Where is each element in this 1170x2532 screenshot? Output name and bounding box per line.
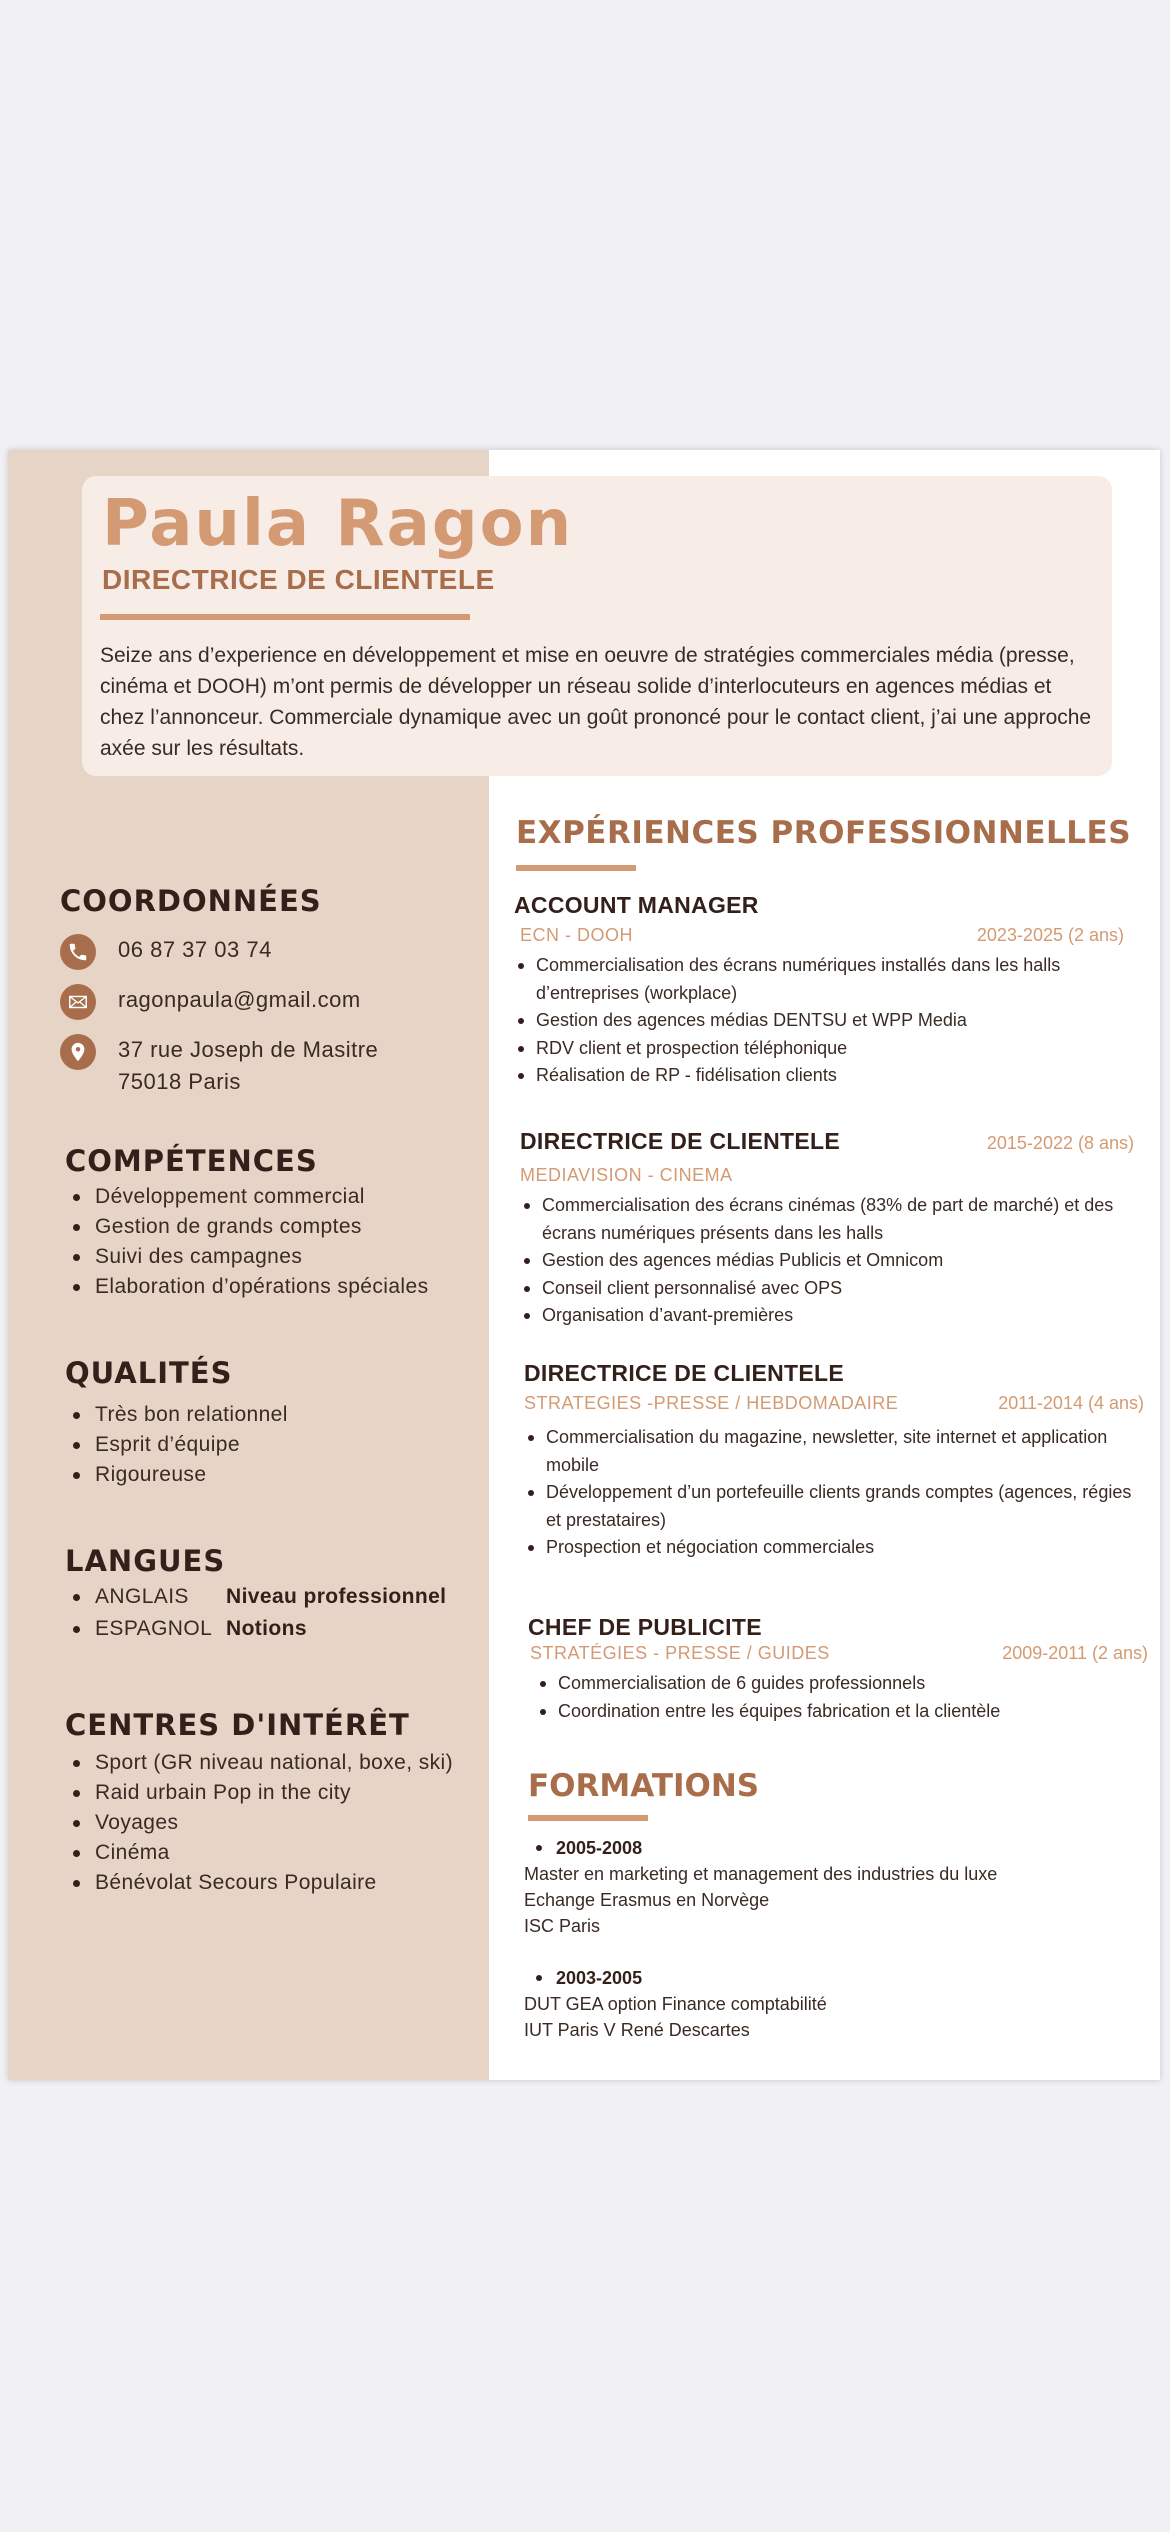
language-level: Niveau professionnel <box>226 1585 447 1608</box>
interest-item: Cinéma <box>65 1838 485 1868</box>
quality-item: Très bon relationnel <box>65 1400 485 1430</box>
job-role: DIRECTRICE DE CLIENTELE <box>524 1360 844 1386</box>
interests-section <box>65 1708 485 1898</box>
job-dates: 2015-2022 (8 ans) <box>986 1133 1134 1153</box>
skill-item: Suivi des campagnes <box>65 1242 485 1272</box>
language-item <box>65 1614 485 1644</box>
language-item <box>65 1582 485 1612</box>
education-line: ISC Paris <box>524 1916 601 1936</box>
address-line-1: 37 rue Joseph de Masitre <box>118 1037 379 1062</box>
contact-heading: COORDONNÉES <box>60 884 322 918</box>
location-pin-icon <box>60 1034 96 1070</box>
job-role: DIRECTRICE DE CLIENTELE <box>520 1128 840 1154</box>
contact-address <box>60 1034 480 1098</box>
phone-number[interactable]: 06 87 37 03 74 <box>118 937 272 962</box>
languages-heading: LANGUES <box>65 1544 226 1578</box>
job-bullet: Gestion des agences médias DENTSU et WPP Media <box>514 1007 1134 1035</box>
job-bullet: Développement d’un portefeuille clients grands comptes (agences, régies et prestataires) <box>524 1479 1144 1534</box>
job-bullets <box>520 1192 1140 1330</box>
skill-item: Développement commercial <box>65 1182 485 1212</box>
interest-item: Sport (GR niveau national, boxe, ski) <box>65 1748 485 1778</box>
job-bullet: Gestion des agences médias Publicis et Omnicom <box>520 1247 1140 1275</box>
main-content <box>504 450 1154 2080</box>
language-name: ANGLAIS <box>95 1585 189 1608</box>
language-name: ESPAGNOL <box>95 1617 213 1640</box>
job-bullet: Conseil client personnalisé avec OPS <box>520 1275 1140 1303</box>
interest-item: Voyages <box>65 1808 485 1838</box>
job-bullets <box>514 952 1134 1090</box>
qualities-list <box>65 1400 485 1490</box>
education-divider <box>528 1815 648 1821</box>
education-heading: FORMATIONS <box>528 1768 760 1804</box>
skill-item: Gestion de grands comptes <box>65 1212 485 1242</box>
qualities-section <box>65 1356 485 1490</box>
quality-item: Rigoureuse <box>65 1460 485 1490</box>
phone-icon <box>60 934 96 970</box>
education-line: IUT Paris V René Descartes <box>524 2020 750 2040</box>
job-company: MEDIAVISION - CINEMA <box>520 1165 733 1185</box>
qualities-heading: QUALITÉS <box>65 1356 233 1390</box>
interests-heading: CENTRES D'INTÉRÊT <box>65 1708 410 1742</box>
candidate-title: DIRECTRICE DE CLIENTELE <box>102 564 495 595</box>
education-line: Echange Erasmus en Norvège <box>524 1890 770 1910</box>
resume-page <box>8 450 1160 2080</box>
job-bullets <box>524 1424 1144 1562</box>
quality-item: Esprit d’équipe <box>65 1430 485 1460</box>
job-role: ACCOUNT MANAGER <box>514 892 759 918</box>
job-bullet: Coordination entre les équipes fabrication et la clientèle <box>536 1698 1148 1726</box>
job-bullet: Commercialisation des écrans cinémas (83% de part de marché) et des écrans numériques présents dans les halls <box>520 1192 1140 1247</box>
job-bullet: Organisation d’avant-premières <box>520 1302 1140 1330</box>
languages-section <box>65 1544 485 1644</box>
job-entry <box>514 892 1134 1090</box>
job-entry <box>528 1614 1148 1725</box>
job-bullet: RDV client et prospection téléphonique <box>514 1035 1134 1063</box>
skill-item: Elaboration d’opérations spéciales <box>65 1272 485 1302</box>
interest-item: Bénévolat Secours Populaire <box>65 1868 485 1898</box>
interest-item: Raid urbain Pop in the city <box>65 1778 485 1808</box>
job-bullet: Réalisation de RP - fidélisation clients <box>514 1062 1134 1090</box>
education-years: 2003-2005 <box>524 1965 1124 1991</box>
email-icon <box>60 984 96 1020</box>
job-bullet: Commercialisation de 6 guides professionnels <box>536 1670 1148 1698</box>
experience-divider <box>516 865 636 871</box>
profile-summary: Seize ans d’experience en développement et mise en oeuvre de stratégies commerciales média (presse, cinéma et DOOH) m’ont permis de développer un réseau solide d’interlocuteurs en agences médias et chez l’annonceur. Commerciale dynamique avec un goût prononcé pour le contact client, j’ai une approche axée sur les résultats. <box>100 644 1092 760</box>
job-dates: 2009-2011 (2 ans) <box>1002 1643 1148 1663</box>
skills-list <box>65 1182 485 1302</box>
candidate-name: Paula Ragon <box>102 487 574 561</box>
job-company: STRATEGIES -PRESSE / HEBDOMADAIRE <box>524 1393 899 1413</box>
skills-heading: COMPÉTENCES <box>65 1144 318 1178</box>
contact-email <box>60 984 480 1020</box>
contact-phone <box>60 934 480 970</box>
education-entry <box>524 1835 1124 1939</box>
job-company: STRATÉGIES - PRESSE / GUIDES <box>530 1643 830 1663</box>
education-entry <box>524 1965 1124 2043</box>
address-block <box>118 1034 378 1098</box>
interests-list <box>65 1748 485 1898</box>
language-level: Notions <box>226 1617 307 1640</box>
languages-list <box>65 1582 485 1644</box>
skills-section <box>65 1144 485 1302</box>
job-dates: 2023-2025 (2 ans) <box>976 925 1124 945</box>
job-dates: 2011-2014 (4 ans) <box>998 1393 1144 1413</box>
education-line: Master en marketing et management des industries du luxe <box>524 1864 998 1884</box>
job-bullet: Prospection et négociation commerciales <box>524 1534 1144 1562</box>
title-divider <box>100 614 470 620</box>
job-entry <box>524 1360 1144 1562</box>
education-line: DUT GEA option Finance comptabilité <box>524 1994 827 2014</box>
job-entry <box>520 1128 1140 1330</box>
education-years: 2005-2008 <box>524 1835 1124 1861</box>
job-bullets <box>528 1670 1148 1725</box>
experience-heading: EXPÉRIENCES PROFESSIONNELLES <box>516 815 1132 851</box>
job-company: ECN - DOOH <box>520 925 633 945</box>
contact-section <box>60 884 480 1098</box>
job-role: CHEF DE PUBLICITE <box>528 1614 762 1640</box>
job-bullet: Commercialisation du magazine, newsletter, site internet et application mobile <box>524 1424 1144 1479</box>
email-address[interactable]: ragonpaula@gmail.com <box>118 987 361 1012</box>
address-line-2: 75018 Paris <box>118 1069 241 1094</box>
job-bullet: Commercialisation des écrans numériques installés dans les halls d’entreprises (workplace) <box>514 952 1134 1007</box>
